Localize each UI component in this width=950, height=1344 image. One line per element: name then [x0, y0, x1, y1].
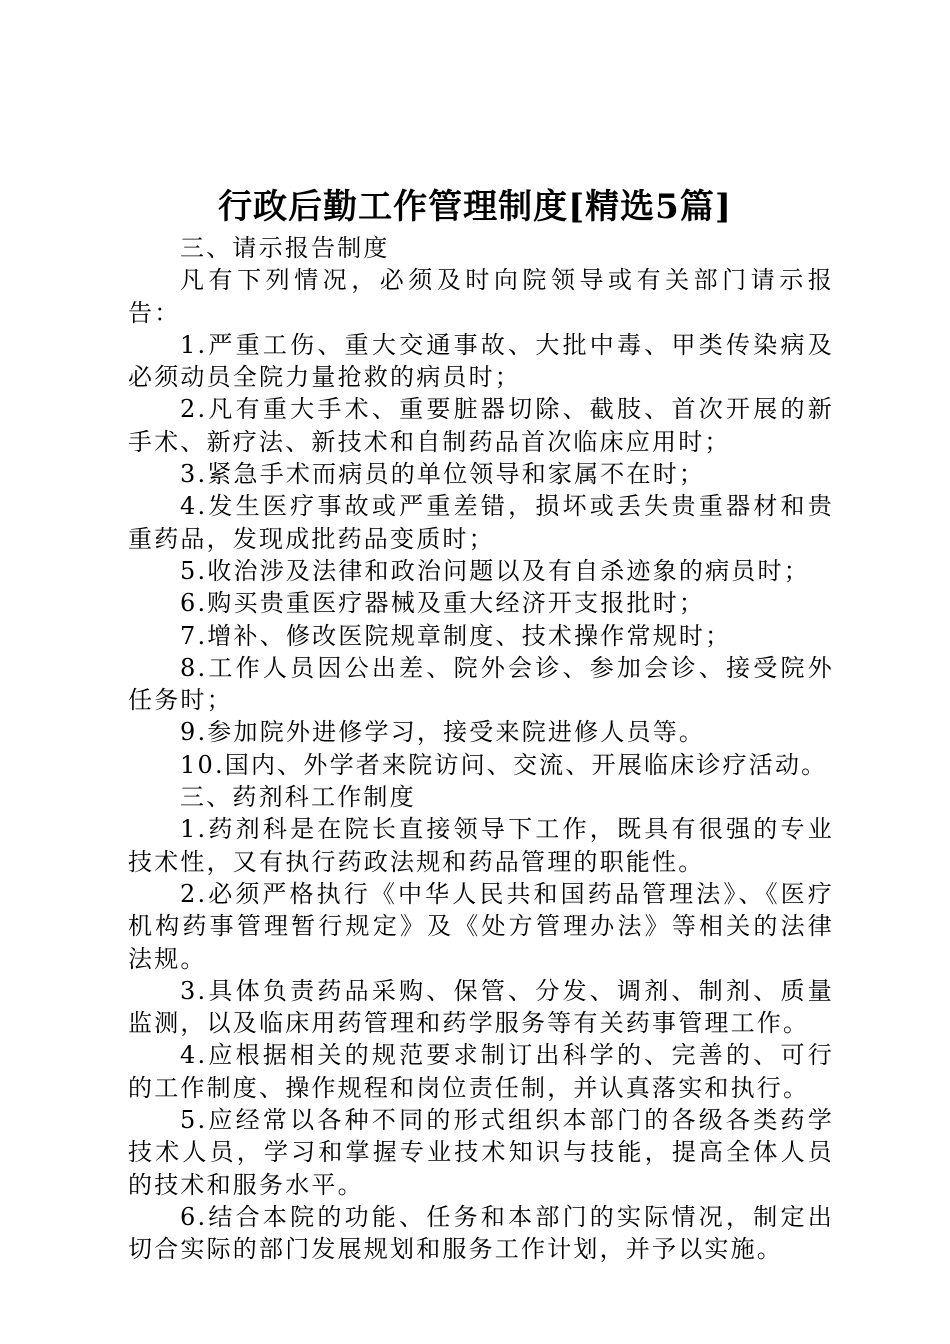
list-item: 9.参加院外进修学习，接受来院进修人员等。: [180, 718, 706, 747]
list-item: 1.药剂科是在院长直接领导下工作，既具有很强的专业技术性，又有执行药政法规和药品管理的职能性。: [128, 815, 834, 876]
list-item: 6.购买贵重医疗器械及重大经济开支报批时；: [180, 589, 706, 618]
list-item: 6.结合本院的功能、任务和本部门的实际情况，制定出切合实际的部门发展规划和服务工作计划，并予以实施。: [128, 1202, 834, 1264]
list-item: 8.工作人员因公出差、院外会诊、参加会诊、接受院外任务时；: [128, 653, 834, 715]
list-item: 4.发生医疗事故或严重差错，损坏或丢失贵重器材和贵重药品，发现成批药品变质时；: [128, 492, 834, 553]
list-item: 5.收治涉及法律和政治问题以及有自杀迹象的病员时；: [180, 556, 810, 585]
list-item: 7.增补、修改医院规章制度、技术操作常规时；: [180, 621, 732, 650]
list-item: 1.严重工伤、重大交通事故、大批中毒、甲类传染病及必须动员全院力量抢救的病员时；: [128, 330, 834, 392]
list-item: 2.必须严格执行《中华人民共和国药品管理法》、《医疗机构药事管理暂行规定》及《处方管理办法》等相关的法律法规。: [128, 879, 834, 973]
list-item: 3.具体负责药品采购、保管、分发、调剂、制剂、质量监测，以及临床用药管理和药学服务等有关药事管理工作。: [128, 976, 834, 1038]
paragraph: 凡有下列情况，必须及时向院领导或有关部门请示报告：: [128, 266, 834, 327]
list-item: 3.紧急手术而病员的单位领导和家属不在时；: [180, 460, 706, 489]
document-body: [128, 232, 834, 1266]
section-heading: 三、请示报告制度: [180, 234, 390, 262]
list-item: 10.国内、外学者来院访问、交流、开展临床诊疗活动。: [180, 750, 828, 779]
list-item: 4.应根据相关的规范要求制订出科学的、完善的、可行的工作制度、操作规程和岗位责任制，并认真落实和执行。: [128, 1041, 834, 1102]
section-heading: 三、药剂科工作制度: [180, 783, 416, 812]
list-item: 5.应经常以各种不同的形式组织本部门的各级各类药学技术人员，学习和掌握专业技术知识与技能，提高全体人员的技术和服务水平。: [128, 1106, 834, 1199]
document-title: 行政后勤工作管理制度[精选5篇]: [218, 187, 732, 227]
list-item: 2.凡有重大手术、重要脏器切除、截肢、首次开展的新手术、新疗法、新技术和自制药品首次临床应用时；: [128, 395, 834, 456]
